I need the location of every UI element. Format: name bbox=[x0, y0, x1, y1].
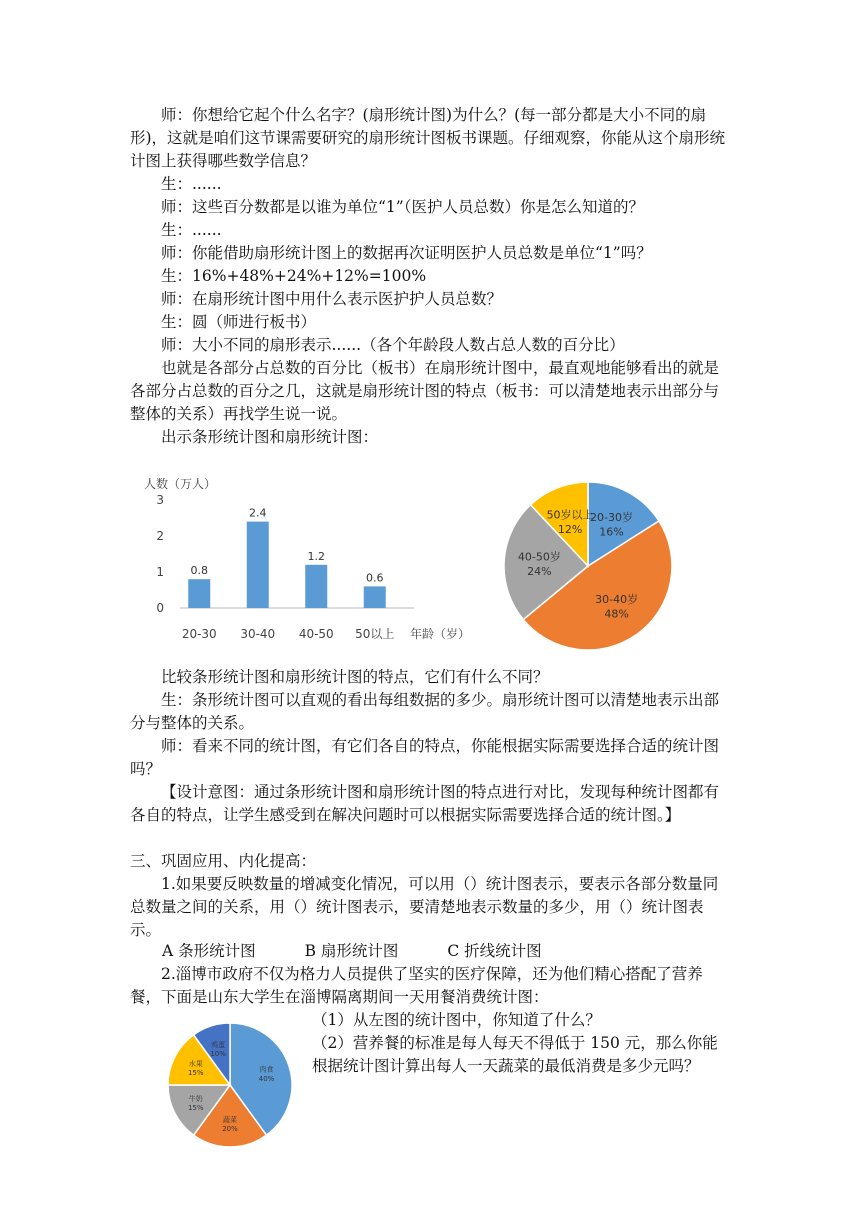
paragraph: 师：你想给它起个什么名字？(扇形统计图)为什么？(每一部分都是大小不同的扇形)，这就是咱们这节课需要研究的扇形统计图板书课题。仔细观察，你能从这个扇形统计图上获得哪些数学信息？ bbox=[130, 106, 726, 170]
paragraph: 出示条形统计图和扇形统计图： bbox=[161, 428, 379, 446]
bar-chart bbox=[136, 470, 476, 650]
paragraph: 生：圆（师进行板书） bbox=[161, 313, 317, 331]
age-pie-chart bbox=[498, 478, 678, 654]
y-tick-label: 0 bbox=[156, 601, 164, 615]
x-axis-label: 年龄（岁） bbox=[410, 627, 471, 641]
pie-slice-pct: 48% bbox=[604, 607, 629, 621]
paragraph: 也就是各部分占总数的百分比（板书）在扇形统计图中，最直观地能够看出的就是各部分占总数的百分之几，这就是扇形统计图的特点（板书：可以清楚地表示出部分与整体的关系）再找学生说一说。 bbox=[130, 359, 720, 423]
bar-data-label: 0.6 bbox=[366, 571, 384, 585]
bar bbox=[305, 565, 327, 608]
paragraph: 师：看来不同的统计图，有它们各自的特点，你能根据实际需要选择合适的统计图吗？ bbox=[130, 737, 720, 778]
pie-slice-label: 肉食 bbox=[259, 1065, 274, 1074]
x-tick-label: 20-30 bbox=[181, 627, 217, 641]
x-tick-label: 30-40 bbox=[240, 627, 276, 641]
pie-slice-pct: 24% bbox=[527, 565, 552, 579]
pie-slice-pct: 15% bbox=[187, 1104, 204, 1113]
exercise-1: 1.如果要反映数量的增减变化情况，可以用（）统计图表示，要表示各部分数量同总数量之间的关系，用（）统计图表示，要清楚地表示数量的多少，用（）统计图表示。 bbox=[130, 875, 719, 939]
bar bbox=[247, 522, 269, 608]
paragraph: 师：这些百分数都是以谁为单位“1”（医护人员总数）你是怎么知道的？ bbox=[161, 198, 644, 216]
bar bbox=[188, 579, 210, 608]
paragraph: 师：你能借助扇形统计图上的数据再次证明医护人员总数是单位“1”吗？ bbox=[161, 244, 652, 262]
paragraph: 比较条形统计图和扇形统计图的特点，它们有什么不同？ bbox=[161, 668, 549, 686]
meal-pie-chart bbox=[150, 1020, 310, 1150]
y-tick-label: 1 bbox=[156, 565, 164, 579]
y-tick-label: 3 bbox=[156, 493, 164, 507]
paragraph: 师：在扇形统计图中用什么表示医护护人员总数？ bbox=[161, 290, 503, 308]
y-axis-label: 人数（万人） bbox=[144, 477, 217, 491]
option-c: C 折线统计图 bbox=[447, 942, 542, 960]
option-b: B 扇形统计图 bbox=[304, 942, 399, 960]
pie-slice-label: 50岁以上 bbox=[546, 508, 594, 522]
pie-slice-pct: 40% bbox=[258, 1074, 275, 1083]
bar-data-label: 0.8 bbox=[190, 564, 208, 578]
options-row bbox=[162, 940, 586, 963]
pie-slice-label: 牛奶 bbox=[188, 1095, 203, 1104]
pie-slice-label: 鸡蛋 bbox=[211, 1041, 226, 1050]
question-2: （2）营养餐的标准是每人每天不得低于 150 元，那么你能根据统计图计算出每人一天蔬菜的最低消费是多少元吗？ bbox=[312, 1034, 718, 1075]
pie-slice-label: 蔬菜 bbox=[223, 1116, 237, 1125]
pie-slice-pct: 16% bbox=[599, 525, 624, 539]
pie-slice-pct: 20% bbox=[222, 1125, 238, 1134]
bar bbox=[364, 586, 386, 608]
paragraph: 生：16%+48%+24%+12%=100% bbox=[161, 267, 427, 285]
question-1: （1）从左图的统计图中，你知道了什么？ bbox=[312, 1011, 601, 1029]
exercise-2: 2.淄博市政府不仅为格力人员提供了坚实的医疗保障，还为他们精心搭配了营养餐，下面是山东大学生在淄博隔离期间一天用餐消费统计图： bbox=[130, 965, 703, 1006]
pie-slice-label: 30-40岁 bbox=[595, 593, 639, 607]
paragraph: 【设计意图：通过条形统计图和扇形统计图的特点进行对比，发现每种统计图都有各自的特点，让学生感受到在解决问题时可以根据实际需要选择合适的统计图。】 bbox=[130, 783, 720, 824]
pie-slice-label: 40-50岁 bbox=[517, 550, 561, 564]
bar-data-label: 2.4 bbox=[249, 506, 267, 520]
pie-slice-pct: 10% bbox=[210, 1050, 226, 1059]
option-a: A 条形统计图 bbox=[162, 942, 256, 960]
paragraph: 生：...... bbox=[161, 175, 222, 193]
section-heading: 三、巩固应用、内化提高： bbox=[130, 852, 317, 870]
paragraph: 生：...... bbox=[161, 221, 222, 239]
paragraph: 师：大小不同的扇形表示......（各个年龄段人数占总人数的百分比） bbox=[161, 336, 625, 354]
pie-slice-pct: 12% bbox=[557, 522, 583, 536]
y-tick-label: 2 bbox=[156, 529, 164, 543]
pie-slice-pct: 15% bbox=[187, 1069, 204, 1078]
x-tick-label: 40-50 bbox=[298, 627, 334, 641]
pie-slice-label: 20-30岁 bbox=[589, 511, 633, 525]
x-tick-label: 50以上 bbox=[355, 627, 395, 641]
pie-slice-label: 水果 bbox=[188, 1060, 203, 1069]
paragraph: 生：条形统计图可以直观的看出每组数据的多少。扇形统计图可以清楚地表示出部分与整体的关系。 bbox=[130, 691, 720, 732]
bar-data-label: 1.2 bbox=[307, 549, 325, 563]
